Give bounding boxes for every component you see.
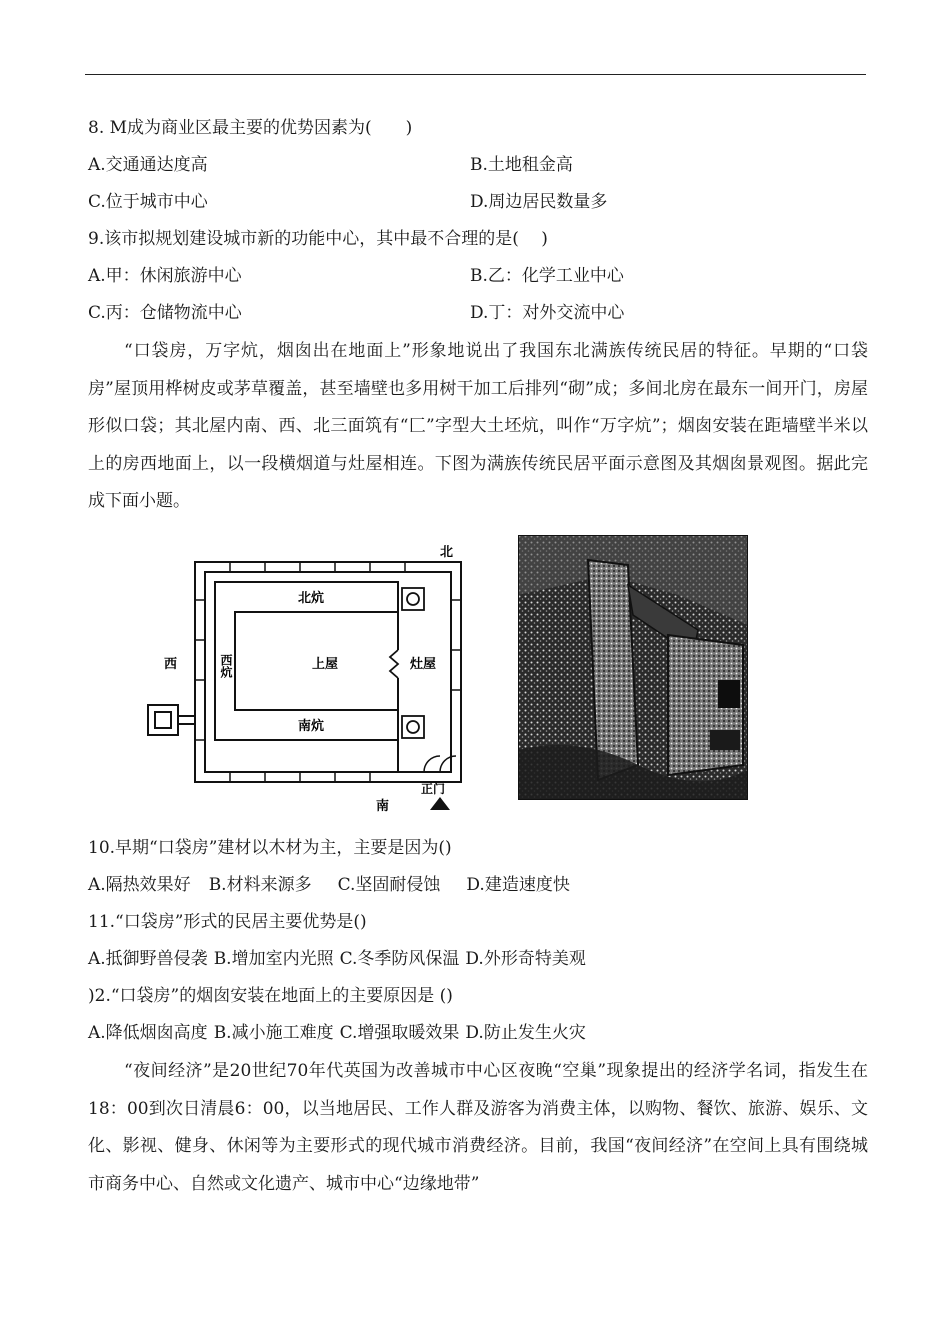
q12-option-a: A.降低烟囱高度 bbox=[88, 1023, 208, 1043]
label-south: 南 bbox=[376, 799, 390, 814]
q9-stem: 9.该市拟规划建设城市新的功能中心，其中最不合理的是( ) bbox=[88, 229, 548, 249]
q10-option-d: D.建造速度快 bbox=[466, 875, 570, 895]
chimney-photo bbox=[518, 535, 748, 800]
q10-option-c: C.坚固耐侵蚀 bbox=[337, 875, 441, 895]
q11-options bbox=[88, 947, 586, 971]
q9-option-b: B.乙：化学工业中心 bbox=[470, 266, 624, 286]
q11-option-a: A.抵御野兽侵袭 bbox=[88, 949, 208, 969]
label-west: 西 bbox=[164, 657, 178, 672]
q8-option-b: B.土地租金高 bbox=[470, 155, 573, 175]
label-south-kang: 南炕 bbox=[298, 719, 325, 734]
floor-plan-figure bbox=[140, 540, 480, 815]
q10-options bbox=[88, 873, 570, 897]
q8-option-c: C.位于城市中心 bbox=[88, 192, 208, 212]
label-stove-room: 灶屋 bbox=[410, 657, 437, 672]
q12-option-d: D.防止发生火灾 bbox=[465, 1023, 586, 1043]
q8-option-d: D.周边居民数量多 bbox=[470, 192, 608, 212]
q8-stem: 8. M成为商业区最主要的优势因素为( ) bbox=[88, 118, 413, 138]
label-west-kang: 西炕 bbox=[219, 654, 233, 678]
label-north-kang: 北炕 bbox=[298, 591, 325, 606]
q9-option-a: A.甲：休闲旅游中心 bbox=[88, 266, 242, 286]
label-north: 北 bbox=[440, 545, 454, 560]
q10-option-a: A.隔热效果好 bbox=[88, 875, 191, 895]
q12-option-c: C.增强取暖效果 bbox=[339, 1023, 460, 1043]
q10-stem: 10.早期“口袋房”建材以木材为主，主要是因为() bbox=[88, 838, 452, 858]
q12-option-b: B.减小施工难度 bbox=[213, 1023, 334, 1043]
q10-option-b: B.材料来源多 bbox=[208, 875, 312, 895]
q8-option-a: A.交通通达度高 bbox=[88, 155, 208, 175]
q12-stem: )2.“口袋房”的烟囱安装在地面上的主要原因是 () bbox=[88, 986, 453, 1006]
q11-option-d: D.外形奇特美观 bbox=[465, 949, 586, 969]
q11-option-c: C.冬季防风保温 bbox=[339, 949, 460, 969]
label-main-room: 上屋 bbox=[312, 657, 339, 672]
passage-manchu-houses: “口袋房，万字炕，烟囱出在地面上”形象地说出了我国东北满族传统民居的特征。早期的“口袋房”屋顶用桦树皮或茅草覆盖，甚至墙壁也多用树干加工后排列“砌”成；多间北房在最东一间开门，房屋形似口袋；其北屋内南、西、北三面筑有“匚”字型大土坯炕，叫作“万字炕”；烟囱安装在距墙壁半米以上的房西地面上，以一段横烟道与灶屋相连。下图为满族传统民居平面示意图及其烟囱景观图。据此完成下面小题。 bbox=[88, 341, 868, 512]
q11-option-b: B.增加室内光照 bbox=[213, 949, 334, 969]
passage-night-economy: “夜间经济”是20世纪70年代英国为改善城市中心区夜晚“空巢”现象提出的经济学名词，指发生在18：00到次日清晨6：00，以当地居民、工作人群及游客为消费主体，以购物、餐饮、旅游、娱乐、文化、影视、健身、休闲等为主要形式的现代城市消费经济。目前，我国“夜间经济”在空间上具有围绕城市商务中心、自然或文化遗产、城市中心“边缘地带” bbox=[88, 1061, 868, 1194]
q9-option-c: C.丙：仓储物流中心 bbox=[88, 303, 242, 323]
q12-options bbox=[88, 1021, 586, 1045]
header-rule bbox=[85, 74, 866, 75]
q9-option-d: D.丁：对外交流中心 bbox=[470, 303, 625, 323]
label-main-door: 正门 bbox=[421, 782, 446, 796]
q11-stem: 11.“口袋房”形式的民居主要优势是() bbox=[88, 912, 367, 932]
